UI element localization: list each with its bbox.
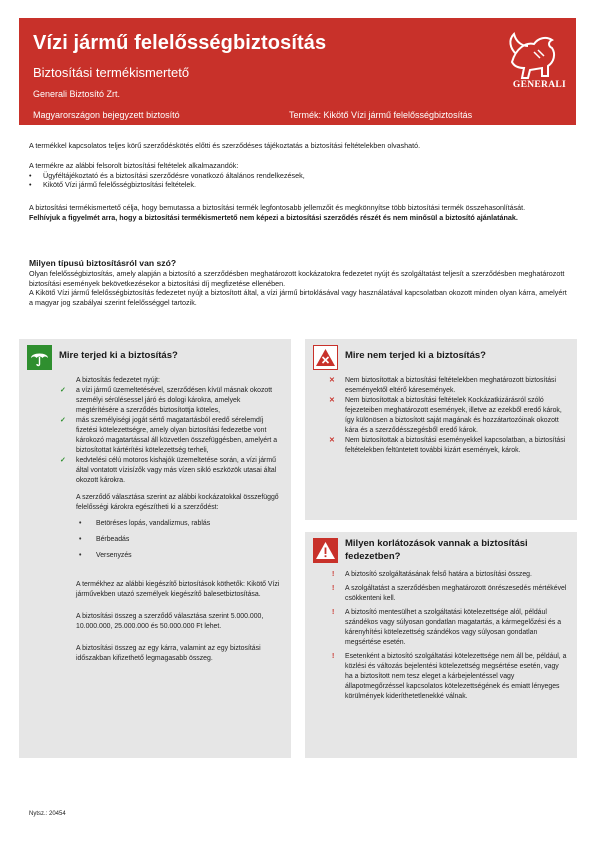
not-covered-header — [305, 339, 577, 375]
cross-icon — [313, 345, 338, 370]
intro-type-section — [29, 258, 569, 307]
not-covered-content — [329, 376, 567, 456]
covered-panel — [19, 339, 291, 758]
type-answer-1: Olyan felelősségbiztosítás, amely alapján a biztosító a szerződésben meghatározott kockázatokra fedezetet nyújt és szolgáltatást teljesít a szerződésben meghatározott biztosítási események bekövetkezésekor a biztosítási díj megfizetése ellenében. — [29, 269, 565, 288]
not-covered-item-text: Nem biztosítottak a biztosítási feltételekben meghatározott biztosítási eseményektől eltérő káresemények. — [345, 377, 557, 394]
restriction-item — [329, 652, 567, 702]
x-mark-icon: ✕ — [329, 397, 335, 404]
intro-p2-lead: A termékre az alábbi felsorolt biztosítási feltételek alkalmazandók: — [29, 161, 239, 170]
restriction-item-text: A szolgáltatást a szerződésben meghatározott önrészesedés mértékével csökkenteni kell. — [345, 585, 567, 602]
restrictions-title: Milyen korlátozások vannak a biztosítási fedezetben? — [345, 538, 528, 562]
restrictions-header — [305, 532, 577, 568]
covered-item — [60, 456, 281, 486]
type-answer-2: A Kikötő Vízi jármű felelősségbiztosítás fedezetet nyújt a biztosított által, a vízi jármű birtoklásával vagy használatával kapcsolatban okozott minden olyan kárra, amelyért a magyar jog szabályai szerint felelősséggel tartozik. — [29, 288, 567, 307]
intro-p3: A biztosítási termékismertető célja, hogy bemutassa a biztosítási termék legfontosabb jellemzőit és megkönnyítse több biztosítási termék összehasonlítását. — [29, 203, 526, 212]
exclamation-icon: ! — [332, 609, 335, 616]
covered-title: Mire terjed ki a biztosítás? — [59, 350, 178, 361]
bullet-icon: • — [79, 520, 82, 527]
not-covered-item-text: Nem biztosítottak a biztosítási eseményekkel kapcsolatban, a biztosítási feltételekben feltüntetett további kizárt események, károk. — [345, 437, 566, 454]
check-icon: ✓ — [60, 387, 66, 394]
covered-item — [60, 416, 281, 456]
covered-item — [60, 386, 281, 416]
warning-icon — [313, 538, 338, 563]
check-icon: ✓ — [60, 457, 66, 464]
intro-p1: A termékkel kapcsolatos teljes körű szerződéskötés előtti és szerződéses tájékoztatás a biztosítási feltételekben olvasható. — [29, 141, 421, 150]
covered-lead: A biztosítás fedezetet nyújt: — [76, 377, 160, 384]
check-icon: ✓ — [60, 417, 66, 424]
restriction-item — [329, 608, 567, 648]
page-title: Vízi jármű felelősségbiztosítás — [33, 32, 327, 54]
extra-item — [76, 535, 281, 545]
intro-p3-notice: Felhívjuk a figyelmét arra, hogy a biztosítási termékismertető nem képezi a biztosítási szerződés részét és nem minősül a biztosító ajánlatának. — [29, 212, 518, 222]
extra-item-text: Betöréses lopás, vandalizmus, rablás — [96, 520, 211, 527]
bullet-icon: • — [79, 536, 82, 543]
type-question: Milyen típusú biztosításról van szó? — [29, 258, 177, 268]
exclamation-icon: ! — [332, 653, 335, 660]
covered-item-text: a vízi jármű üzemeltetésével, szerződésen kívül másnak okozott személyi sérülésessel járó és dologi károkra, amelyek megtérítésére a szerződés biztosítottja köteles, — [76, 387, 273, 414]
covered-limit: A biztosítási összeg az egy kárra, valamint az egy biztosítási időszakban kifizethető legmagasabb összeg. — [76, 645, 261, 662]
exclamation-icon: ! — [332, 585, 335, 592]
not-covered-item — [329, 436, 567, 456]
extra-item — [76, 519, 281, 529]
intro-purpose — [29, 203, 569, 222]
list-item: • Kikötő Vízi jármű felelősségbiztosítási feltételek. — [29, 180, 569, 190]
list-item: • Ügyféltájékoztató és a biztosítási szerződésre vonatkozó általános rendelkezések, — [29, 171, 569, 181]
restrictions-content — [332, 570, 567, 702]
covered-content — [60, 376, 281, 664]
restriction-item-text: A biztosító szolgáltatásának felső határa a biztosítási összeg. — [345, 571, 532, 578]
bullet-icon: • — [79, 552, 82, 559]
covered-header — [19, 339, 291, 375]
intro-p2-list — [29, 171, 569, 190]
extra-item-text: Bérbeadás — [96, 536, 130, 543]
covered-extra-lead: A szerződő választása szerint az alábbi kockázatokkal összefüggő felelősségi károkra egészítheti ki a szerződést: — [76, 494, 279, 511]
not-covered-item — [329, 376, 567, 396]
restriction-item — [329, 570, 567, 580]
not-covered-panel — [305, 339, 577, 520]
header-banner — [19, 18, 576, 125]
exclamation-icon: ! — [332, 571, 335, 578]
restriction-item — [329, 584, 567, 604]
covered-sum: A biztosítási összeg a szerződő választása szerint 5.000.000, 10.000.000, 25.000.000 és 50.000.000 Ft lehet. — [76, 613, 264, 630]
document-number: Nytsz.: 20454 — [29, 811, 66, 817]
x-mark-icon: ✕ — [329, 437, 335, 444]
page-subtitle: Biztosítási termékismertető — [33, 65, 190, 80]
restriction-item-text: A biztosító mentesülhet a szolgáltatási kötelezettsége alól, például szándékos vagy súlyosan gondatlan magatartás, a kármegelőzési és a kárenyhítési kötelezettség szándékos vagy súlyosan gondatlan megsértése esetén. — [345, 609, 562, 646]
generali-lion-logo-icon — [504, 28, 564, 88]
not-covered-item — [329, 396, 567, 436]
product-name: Termék: Kikötő Vízi jármű felelősségbiztosítás — [289, 110, 473, 120]
restrictions-panel — [305, 532, 577, 758]
extra-item-text: Versenyzés — [96, 552, 132, 559]
x-mark-icon: ✕ — [329, 377, 335, 384]
logo-text: GENERALI — [512, 80, 566, 90]
company-name: Generali Biztosító Zrt. — [33, 89, 121, 99]
restriction-item-text: Esetenként a biztosító szolgáltatási kötelezettsége nem áll be, például, a közlési és változás bejelentési kötelezettség megsértése esetén, vagy ha a biztosított nem tesz eleget a kárbejelentéssel vagy állapotmegőrzéssel kapcsolatos kötelezettségének és emiatt lényeges körülmények kideríthetetlenekké válnak. — [345, 653, 567, 700]
registered-text: Magyarországon bejegyzett biztosító — [33, 110, 180, 120]
not-covered-title: Mire nem terjed ki a biztosítás? — [345, 350, 486, 361]
covered-item-text: más személyiségi jogát sértő magatartásból eredő sérelemdíj fizetési kötelezettségre, amely olyan biztosítási fedezetbe vont károkozó magatartással áll közvetlen összefüggésben, amelyért a biztosítottat kártérítési kötelezettség terheli, — [76, 417, 278, 454]
covered-accident: A termékhez az alábbi kiegészítő biztosítások köthetők: Kikötő Vízi járművekben utazó személyek kiegészítő balesetbiztosítása. — [76, 581, 280, 598]
intro-applicable — [29, 161, 569, 190]
not-covered-item-text: Nem biztosítottak a biztosítási feltételek Kockázatkizárásról szóló fejezeteiben meghatározott események, illetve az ezekből eredő károk, így különösen a biztosított saját magának és hozzátartozóinak okozott kára és a szerződésszegésből eredő károk. — [345, 397, 562, 434]
covered-item-text: kedvtelési célú motoros kishajók üzemeltetése során, a vízi jármű által vontatott vízisízők vagy más vízen sikló eszközök utasai által okozott károkra. — [76, 457, 277, 484]
extra-item — [76, 551, 281, 561]
umbrella-icon — [27, 345, 52, 370]
